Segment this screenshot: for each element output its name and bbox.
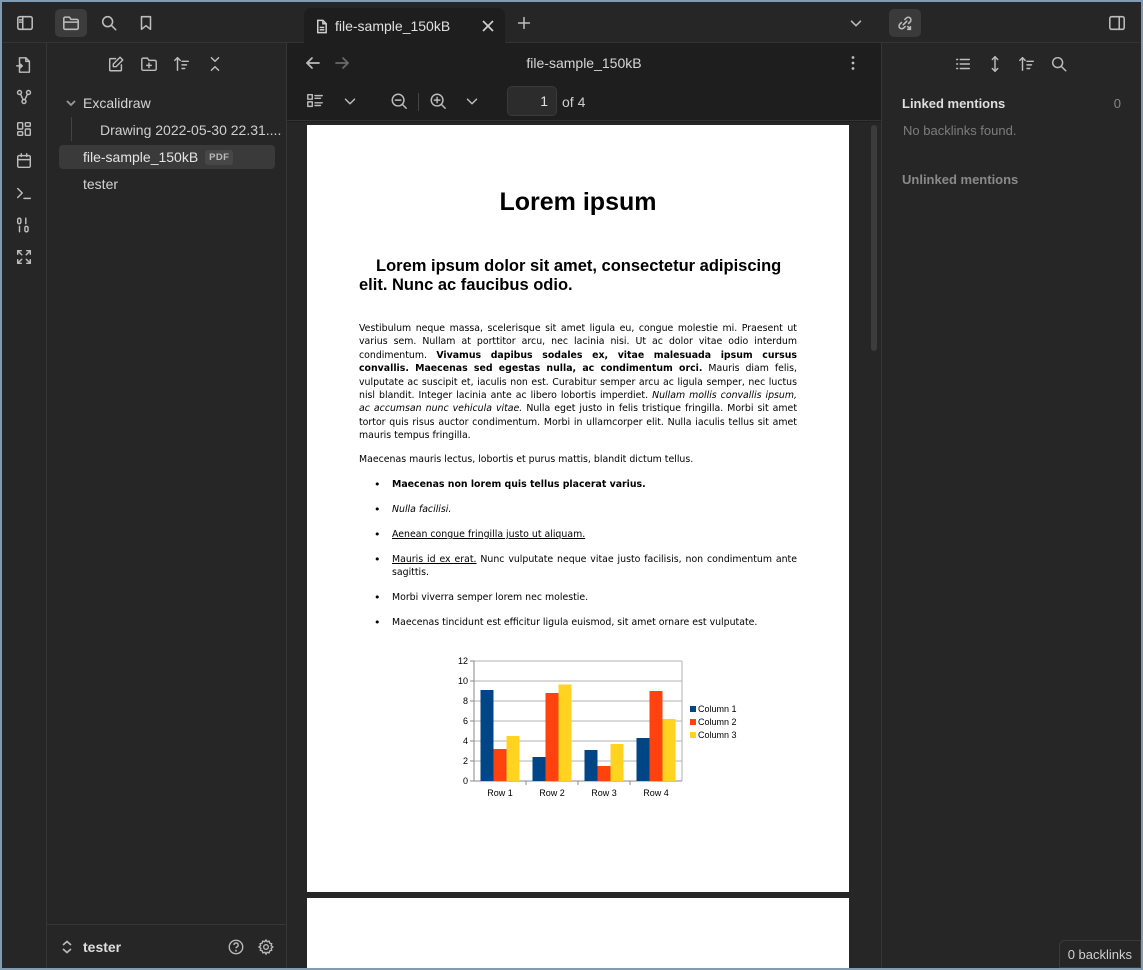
x-tick-label: Row 4	[643, 788, 669, 798]
canvas-icon[interactable]	[15, 120, 35, 140]
page-number-input[interactable]	[507, 86, 557, 116]
zoom-in-icon[interactable]	[429, 92, 449, 112]
list-item	[359, 528, 797, 541]
y-tick-label: 10	[457, 676, 468, 686]
file-icon	[314, 19, 329, 34]
new-folder-icon[interactable]	[140, 55, 160, 75]
pdf-canvas-area[interactable]	[287, 122, 881, 968]
bar	[637, 738, 650, 781]
legend-swatch	[690, 706, 696, 712]
text-run: Vestibulum neque massa, scelerisque sit amet ligula eu, congue molestie mi. Praesent ut varius sem. Nullam at porttitor arcu, nec lacinia nisi. Ut ac dolor vitae odio interdum condimentum.	[359, 323, 797, 361]
vault-switcher	[47, 924, 287, 968]
pdf-page-2	[307, 898, 849, 968]
bar	[585, 750, 598, 781]
search-icon[interactable]	[93, 9, 125, 37]
legend-swatch	[690, 719, 696, 725]
file-label: tester	[83, 176, 119, 192]
title-bar	[2, 2, 1141, 43]
y-tick-label: 4	[462, 736, 468, 746]
list-item	[359, 591, 797, 604]
settings-gear-icon[interactable]	[257, 938, 275, 956]
file-item-tester[interactable]	[83, 172, 118, 196]
zoom-out-icon[interactable]	[390, 92, 410, 112]
view-header	[287, 43, 881, 83]
pdf-view	[287, 43, 881, 968]
expand-collapse-icon[interactable]	[986, 55, 1006, 75]
toggle-right-sidebar-icon[interactable]	[1101, 9, 1133, 37]
pdf-scrollbar[interactable]	[871, 125, 877, 351]
expand-arrows-icon[interactable]	[15, 248, 35, 268]
list-item	[359, 553, 797, 580]
left-ribbon	[2, 43, 47, 968]
sort-order-icon[interactable]	[1018, 55, 1038, 75]
x-tick-label: Row 2	[539, 788, 565, 798]
collapse-all-icon[interactable]	[206, 55, 226, 75]
close-tab-icon[interactable]	[481, 19, 495, 33]
no-backlinks-message: No backlinks found.	[903, 123, 1017, 138]
search-icon[interactable]	[1050, 55, 1070, 75]
sidebar-options-chevron-icon[interactable]	[341, 92, 361, 112]
file-item-drawing[interactable]	[100, 118, 281, 142]
more-options-icon[interactable]	[845, 55, 861, 71]
open-quick-switcher-icon[interactable]	[15, 56, 35, 76]
text-run: Mauris diam felis, vulputate ac suscipit et, iaculis non est. Curabitur semper arcu ac ligula semper, nec luctus nisl blandit. Integer lacinia ante ac libero lobortis imperdiet.	[359, 363, 797, 402]
bar	[559, 685, 572, 782]
vault-name[interactable]: tester	[83, 938, 122, 955]
page-count: of 4	[562, 94, 586, 110]
pdf-bullet-list	[359, 478, 797, 641]
toggle-left-sidebar-icon[interactable]	[9, 9, 41, 37]
new-note-icon[interactable]	[107, 55, 127, 75]
pdf-subtitle: Lorem ipsum dolor sit amet, consectetur adipiscing elit. Nunc ac faucibus odio.	[359, 257, 782, 294]
text-run: Nulla eget justo in felis tristique fringilla. Morbi sit amet tortor quis risus auctor condimentum. Morbi in ullamcorper elit. Nulla iaculis tellus sit amet mauris tempus fringilla.	[359, 403, 797, 442]
linked-mentions-heading[interactable]: Linked mentions	[902, 96, 1006, 111]
backlinks-actions	[954, 55, 1070, 75]
tab-list-chevron-icon[interactable]	[840, 9, 872, 37]
bar	[494, 749, 507, 781]
italic-text-run: Nullam mollis convallis ipsum, ac accumsan nunc vehicula vitae.	[359, 390, 797, 415]
explorer-actions	[107, 55, 226, 75]
linked-view-icon[interactable]	[889, 9, 921, 37]
legend-swatch	[690, 732, 696, 738]
bar	[611, 744, 624, 781]
bar	[507, 736, 520, 781]
italic-text-run: Nulla facilisi.	[392, 504, 452, 515]
zoom-options-chevron-icon[interactable]	[463, 92, 483, 112]
bar	[533, 757, 546, 781]
sort-order-icon[interactable]	[173, 55, 193, 75]
legend-label: Column 2	[698, 717, 737, 727]
x-tick-label: Row 3	[591, 788, 617, 798]
bar	[598, 766, 611, 781]
folder-label: Excalidraw	[83, 95, 151, 111]
file-item-pdf[interactable]	[59, 145, 275, 169]
tab-file-sample[interactable]	[304, 8, 505, 44]
tab-title: file-sample_150kB	[335, 18, 451, 34]
list-item	[359, 503, 797, 516]
toolbar-divider	[418, 93, 419, 111]
files-icon[interactable]	[55, 9, 87, 37]
binary-icon[interactable]	[15, 216, 35, 236]
y-tick-label: 6	[462, 716, 468, 726]
file-label: file-sample_150kB	[83, 149, 199, 165]
obsidian-window	[2, 2, 1141, 968]
text-run: Morbi viverra semper lorem nec molestie.	[392, 592, 589, 604]
file-explorer	[47, 43, 287, 968]
pdf-toolbar	[287, 83, 881, 121]
bold-text-run: Maecenas non lorem quis tellus placerat varius.	[392, 479, 646, 490]
legend-label: Column 3	[698, 730, 737, 740]
unlinked-mentions-heading[interactable]: Unlinked mentions	[902, 172, 1019, 187]
y-tick-label: 12	[457, 656, 468, 666]
underlined-text-run: Mauris id ex erat.	[392, 554, 477, 565]
pdf-title: Lorem ipsum	[499, 188, 657, 216]
new-tab-icon[interactable]	[508, 9, 540, 37]
folder-excalidraw[interactable]	[65, 91, 151, 115]
bar	[481, 690, 494, 781]
legend-label: Column 1	[698, 704, 737, 714]
backlinks-sidebar	[881, 43, 1141, 968]
list-view-icon[interactable]	[954, 55, 974, 75]
command-palette-icon[interactable]	[15, 184, 35, 204]
daily-note-calendar-icon[interactable]	[15, 152, 35, 172]
y-tick-label: 2	[462, 756, 468, 766]
sidebar-thumbnails-icon[interactable]	[306, 92, 326, 112]
graph-view-icon[interactable]	[15, 88, 35, 108]
pdf-paragraph	[359, 322, 797, 443]
file-extension-badge: PDF	[205, 150, 233, 165]
list-item	[359, 616, 797, 629]
y-tick-label: 8	[462, 696, 468, 706]
pdf-page-1	[307, 125, 849, 892]
text-run: Maecenas tincidunt est efficitur ligula euismod, sit amet ornare est vulputate.	[392, 617, 758, 629]
underlined-text-run: Aenean congue fringilla justo ut aliquam.	[392, 529, 586, 540]
y-tick-label: 0	[462, 776, 468, 786]
bar-chart	[437, 653, 737, 803]
text-run: Nunc vulputate neque vitae justo facilisis, non condimentum ante sagittis.	[392, 554, 797, 579]
x-tick-label: Row 1	[487, 788, 513, 798]
file-label: Drawing 2022-05-30 22.31....	[100, 122, 282, 138]
pdf-paragraph: Maecenas mauris lectus, lobortis et purus mattis, blandit dictum tellus.	[359, 454, 694, 465]
bar	[650, 691, 663, 781]
bold-text-run: Vivamus dapibus sodales ex, vitae malesuada ipsum cursus convallis. Maecenas sed egestas nulla, ac condimentum orci.	[359, 349, 797, 375]
tree-indent-guide	[71, 117, 72, 141]
view-title: file-sample_150kB	[526, 55, 642, 71]
bar	[546, 693, 559, 781]
help-icon[interactable]	[227, 938, 245, 956]
linked-mentions-count: 0	[1113, 96, 1121, 111]
list-item	[359, 478, 797, 491]
backlinks-count-status[interactable]: 0 backlinks	[1059, 940, 1141, 968]
chevron-down-icon	[65, 97, 77, 109]
bookmark-icon[interactable]	[130, 9, 162, 37]
bar	[663, 719, 676, 781]
vault-switch-chevrons-icon[interactable]	[61, 940, 73, 954]
